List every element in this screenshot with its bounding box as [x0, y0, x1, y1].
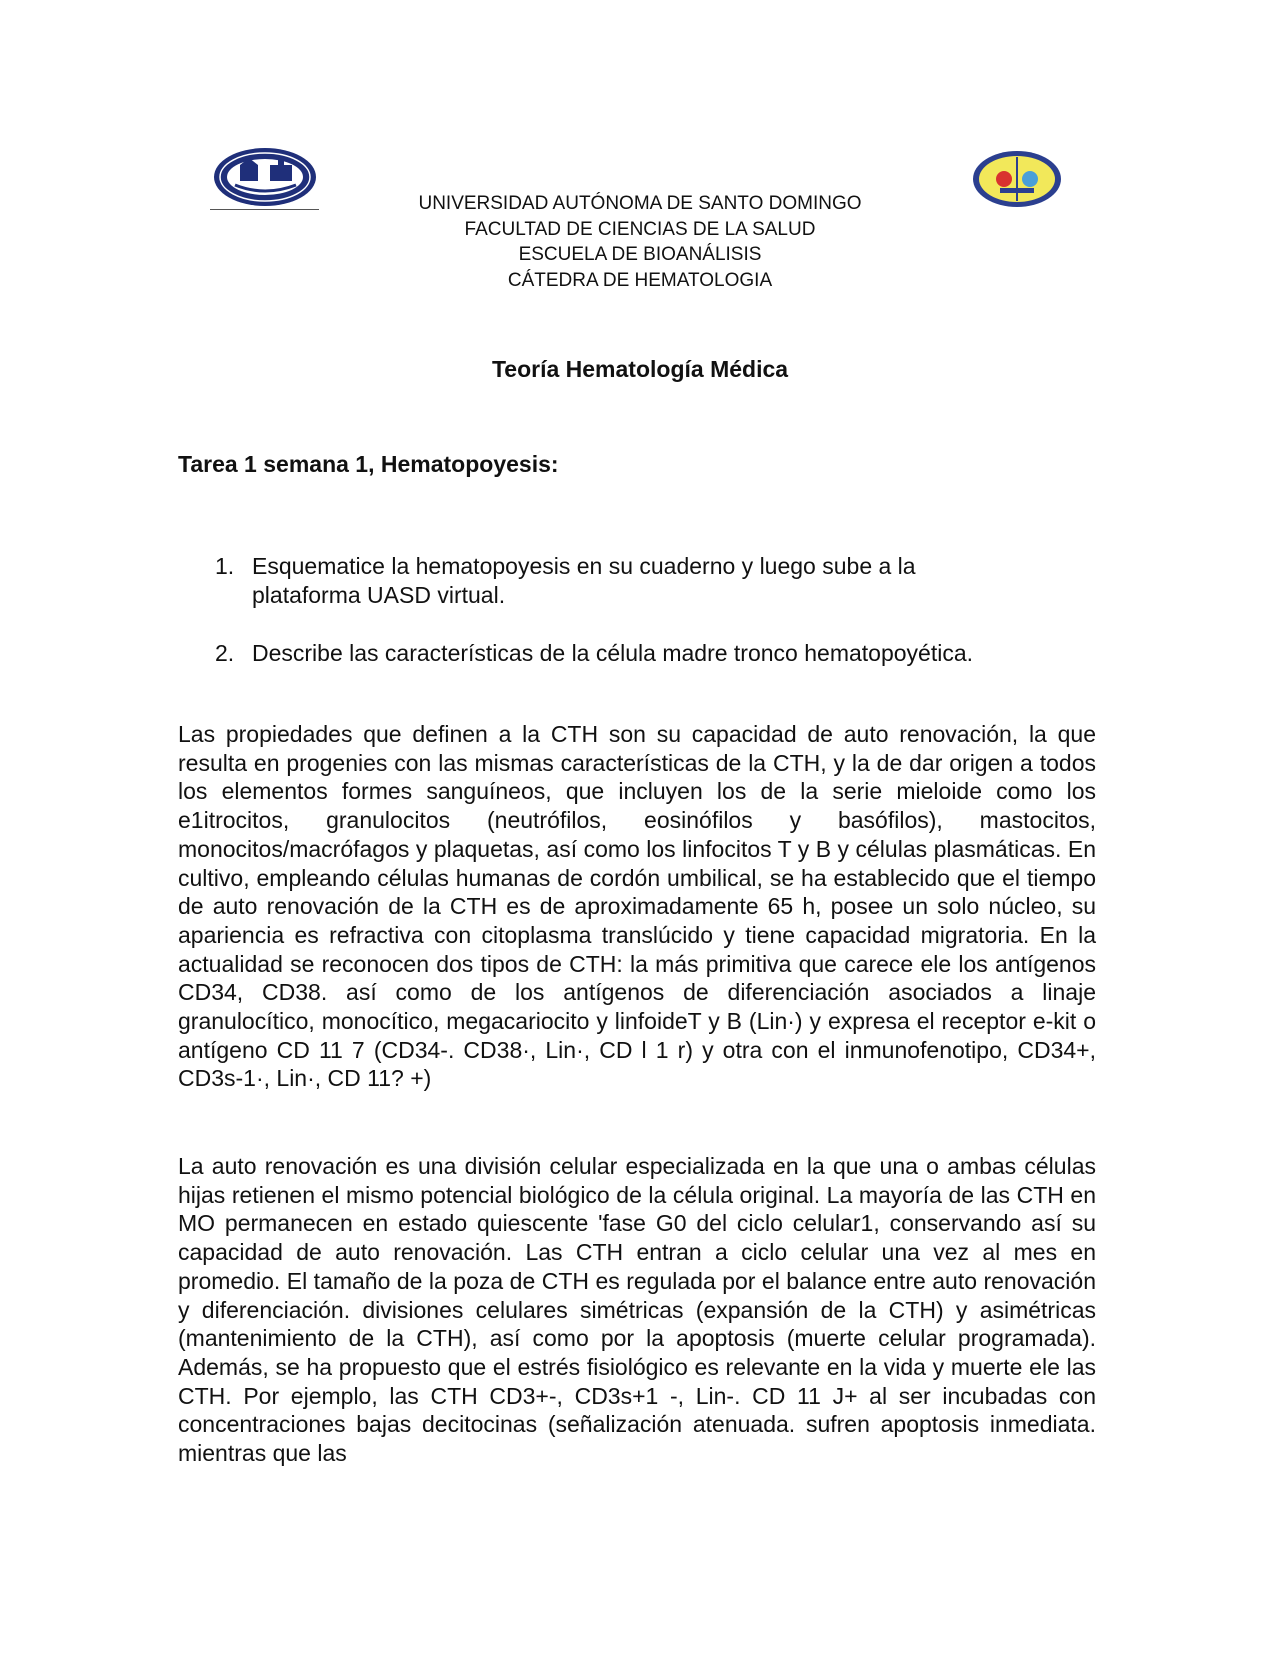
body-paragraph-1: Las propiedades que definen a la CTH son su capacidad de auto renovación, la que resulta en progenies con las mismas características de la CTH, y la de dar origen a todos los elementos formes sanguíneos, que incluyen los de la serie mieloide como los e1itrocitos, granulocitos (neutrófilos, eosinófilos y basófilos), mastocitos, monocitos/macrófagos y plaquetas, así como los linfocitos T y B y células plasmáticas. En cultivo, empleando células humanas de cordón umbilical, se ha establecido que el tiempo de auto renovación de la CTH es de aproximadamente 65 h, posee un solo núcleo, su apariencia es refractiva con citoplasma translúcido y tiene capacidad migratoria. En la actualidad se reconocen dos tipos de CTH: la más primitiva que carece ele los antígenos CD34, CD38. así como de los antígenos de diferenciación asociados a linaje granulocítico, monocítico, megacariocito y linfoideT y B (Lin·) y expresa el receptor e-kit o antígeno CD 11 7 (CD34-. CD38·, Lin·, CD l 1 r) y otra con el inmunofenotipo, CD34+, CD3s-1·, Lin·, CD 11? +): [178, 721, 1096, 1092]
question-number: 1.: [215, 553, 235, 579]
question-text: Describe las características de la célula madre tronco hematopoyética.: [252, 640, 974, 666]
question-number: 2.: [215, 640, 235, 666]
escuela-bioanalisis-logo: [970, 148, 1064, 210]
body-paragraph-2: La auto renovación es una división celular especializada en la que una o ambas células hijas retienen el mismo potencial biológico de la célula original. La mayoría de las CTH en MO permanecen en estado quiescente 'fase G0 del ciclo celular1, conservando así su capacidad de auto renovación. Las CTH entran a ciclo celular una vez al mes en promedio. El tamaño de la poza de CTH es regulada por el balance entre auto renovación y diferenciación. divisiones celulares simétricas (expansión de la CTH) y asimétricas (mantenimiento de la CTH), así como por la apoptosis (muerte celular programada). Además, se ha propuesto que el estrés fisiológico es relevante en la vida y muerte ele las CTH. Por ejemplo, las CTH CD3+-, CD3s+1 -, Lin-. CD 11 J+ al ser incubadas con concentraciones bajas decitocinas (señalización atenuada. sufren apoptosis inmediata. mientras que las: [178, 1153, 1096, 1467]
header-faculty: FACULTAD DE CIENCIAS DE LA SALUD: [464, 218, 816, 240]
header-chair: CÁTEDRA DE HEMATOLOGIA: [507, 269, 773, 291]
document-title: Teoría Hematología Médica: [491, 356, 789, 382]
institution-header: [300, 191, 980, 293]
question-text: Esquematice la hematopoyesis en su cuaderno y luego sube a la plataforma UASD virtual.: [252, 553, 916, 608]
header-university: UNIVERSIDAD AUTÓNOMA DE SANTO DOMINGO: [418, 193, 862, 214]
task-heading: Tarea 1 semana 1, Hematopoyesis:: [178, 451, 559, 477]
header-school: ESCUELA DE BIOANÁLISIS: [518, 244, 762, 265]
